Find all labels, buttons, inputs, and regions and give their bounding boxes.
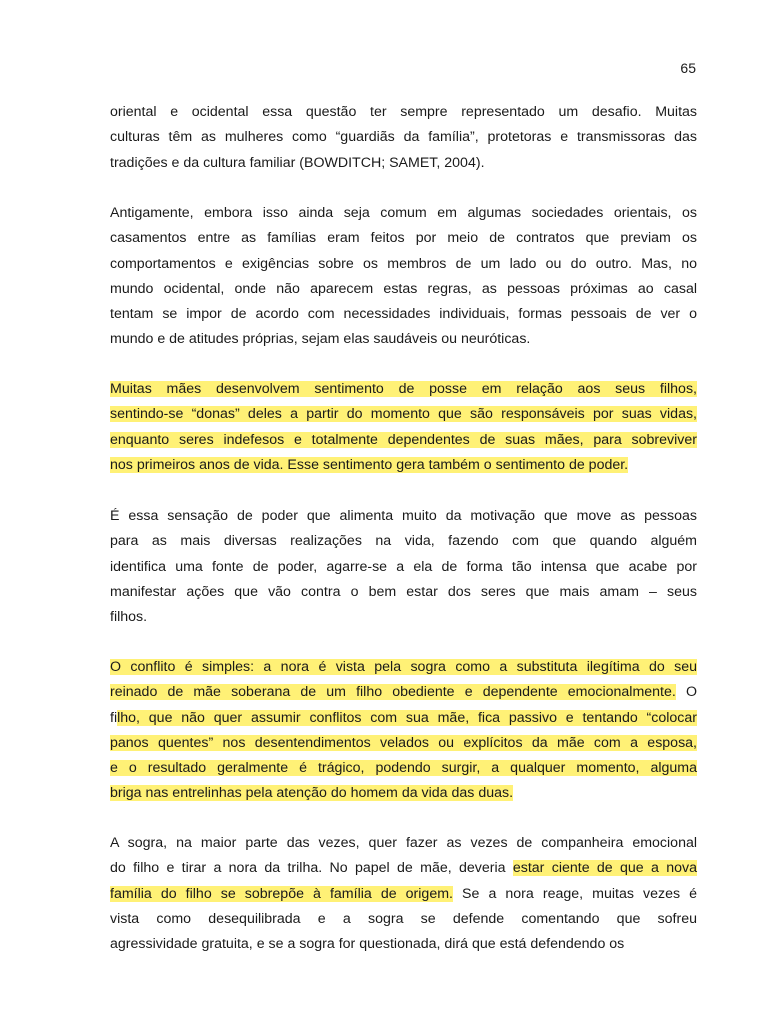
text-segment: tentam se impor de acordo com necessidades individuais, formas pessoais de ver o — [110, 306, 697, 323]
text-segment: manifestar ações que vão contra o bem estar dos seres que mais amam – seus — [110, 583, 697, 600]
text-segment: A sogra, na maior parte das vezes, quer fazer as vezes de companheira emocional — [110, 835, 697, 851]
text-segment: comportamentos e exigências sobre os membros de um lado ou do outro. Mas, no — [110, 255, 697, 272]
paragraph-2 — [110, 201, 697, 353]
highlighted-text: sentindo-se “donas” deles a partir do momento que são responsáveis por suas vidas, — [110, 406, 697, 423]
highlighted-text: e o resultado geralmente é trágico, podendo surgir, a qualquer momento, alguma — [110, 760, 697, 777]
highlighted-text: panos quentes” nos desentendimentos velados ou explícitos da mãe com a esposa, — [110, 734, 697, 751]
text-line — [110, 831, 697, 856]
text-line — [110, 907, 697, 932]
text-segment: Se a nora reage, muitas vezes é — [452, 885, 697, 902]
text-segment: vista como desequilibrada e a sogra se defende comentando que sofreu — [110, 910, 697, 927]
paragraph-4 — [110, 504, 697, 630]
text-line — [110, 201, 697, 226]
text-line — [110, 706, 697, 731]
text-segment: mundo ocidental, onde não aparecem estas regras, as pessoas próximas ao casal — [110, 280, 697, 297]
text-line — [110, 377, 697, 402]
text-line — [110, 151, 697, 176]
highlighted-text: briga nas entrelinhas pela atenção do homem da vida das duas. — [110, 785, 514, 802]
highlighted-text: reinado de mãe soberana de um filho obediente e dependente emocionalmente. — [110, 684, 676, 701]
highlighted-text: enquanto seres indefesos e totalmente dependentes de suas mães, para sobreviver — [110, 431, 697, 448]
text-line — [110, 529, 697, 554]
paragraph-3 — [110, 377, 697, 478]
text-line — [110, 605, 697, 630]
text-segment: Antigamente, embora isso ainda seja comum em algumas sociedades orientais, os — [110, 205, 697, 221]
text-segment: tradições e da cultura familiar (BOWDITCH; SAMET, 2004). — [110, 154, 485, 171]
text-line — [110, 302, 697, 327]
page-number: 65 — [680, 60, 696, 76]
text-line — [110, 756, 697, 781]
text-segment: mundo e de atitudes próprias, sejam elas saudáveis ou neuróticas. — [110, 331, 531, 348]
text-segment: para as mais diversas realizações na vida, fazendo com que quando alguém — [110, 533, 697, 550]
paragraph-6 — [110, 831, 697, 957]
text-line — [110, 655, 697, 680]
text-line — [110, 327, 697, 352]
highlighted-text: família do filho se sobrepõe à família de origem. — [110, 885, 453, 902]
text-segment: do filho e tirar a nora da trilha. No papel de mãe, deveria — [110, 860, 513, 877]
text-line — [110, 402, 697, 427]
text-segment: agressividade gratuita, e se a sogra for questionada, dirá que está defendendo os — [110, 936, 625, 953]
paragraph-5 — [110, 655, 697, 807]
text-line — [110, 856, 697, 881]
text-line — [110, 125, 697, 150]
text-segment: casamentos entre as famílias eram feitos por meio de contratos que previam os — [110, 230, 697, 247]
text-segment: filhos. — [110, 609, 148, 626]
text-line — [110, 504, 697, 529]
text-line — [110, 226, 697, 251]
highlighted-text: Muitas mães desenvolvem sentimento de posse em relação aos seus filhos, — [110, 381, 697, 397]
text-line — [110, 555, 697, 580]
text-line — [110, 680, 697, 705]
text-segment: É essa sensação de poder que alimenta muito da motivação que move as pessoas — [110, 508, 697, 524]
text-line — [110, 932, 697, 957]
text-line — [110, 453, 697, 478]
text-line — [110, 428, 697, 453]
text-line — [110, 100, 697, 125]
highlighted-text: O conflito é simples: a nora é vista pela sogra como a substituta ilegítima do seu — [110, 659, 697, 675]
text-line — [110, 580, 697, 605]
text-segment: identifica uma fonte de poder, agarre-se a ela de forma tão intensa que acabe por — [110, 558, 697, 575]
text-line — [110, 882, 697, 907]
text-line — [110, 781, 697, 806]
text-line — [110, 731, 697, 756]
text-segment: culturas têm as mulheres como “guardiãs da família”, protetoras e transmissoras das — [110, 129, 697, 146]
text-segment: oriental e ocidental essa questão ter sempre representado um desafio. Muitas — [110, 104, 697, 120]
text-line — [110, 277, 697, 302]
text-segment: O — [675, 684, 697, 701]
highlighted-text: estar ciente de que a nova — [512, 860, 698, 877]
paragraph-1 — [110, 100, 697, 176]
highlighted-text: lho, que não quer assumir conflitos com sua mãe, fica passivo e tentando “colocar — [117, 709, 697, 726]
highlighted-text: nos primeiros anos de vida. Esse sentimento gera também o sentimento de poder. — [110, 456, 629, 473]
text-line — [110, 252, 697, 277]
text-segment: fi — [110, 709, 118, 726]
